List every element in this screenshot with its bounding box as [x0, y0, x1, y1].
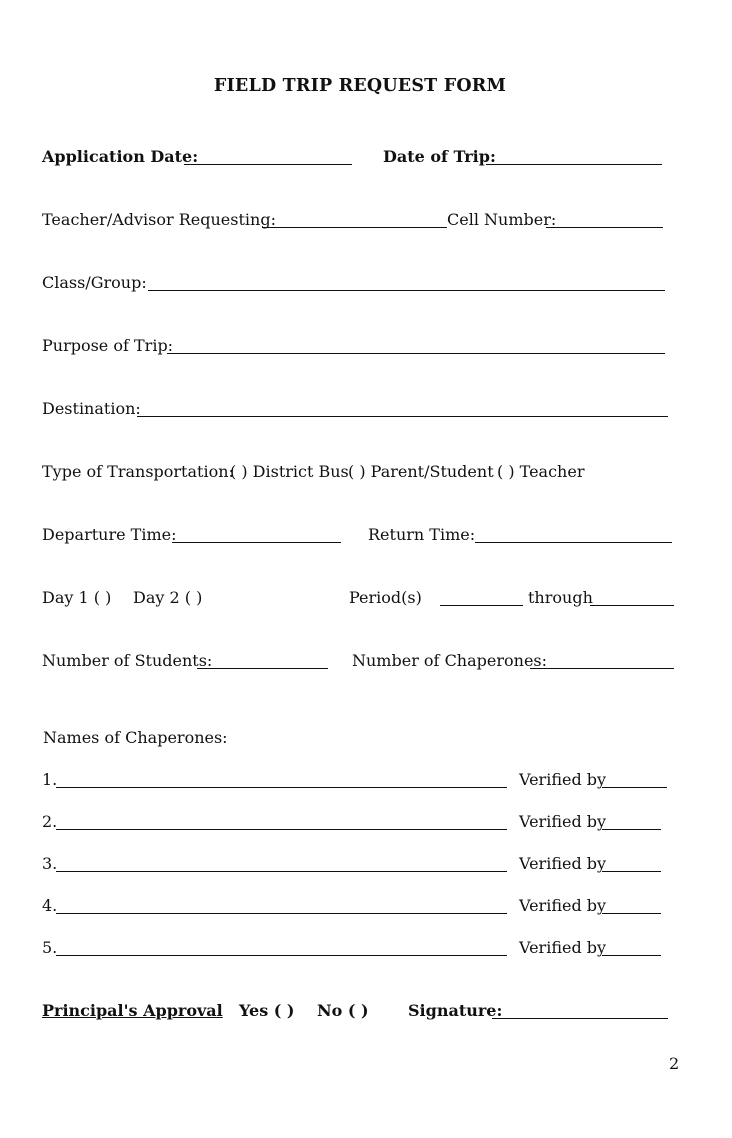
- class-group-label: Class/Group:: [42, 273, 147, 292]
- chaperone-number: 1.: [42, 770, 58, 789]
- verified-by-field[interactable]: [602, 913, 661, 914]
- principal-approval-label: Principal's Approval: [42, 1001, 223, 1020]
- teacher-option[interactable]: ( ) Teacher: [497, 462, 585, 481]
- destination-label: Destination:: [42, 399, 141, 418]
- verified-by-label: Verified by: [519, 812, 607, 831]
- signature-label: Signature:: [408, 1001, 503, 1020]
- chaperone-number: 3.: [42, 854, 58, 873]
- num-chaperones-field[interactable]: [530, 668, 674, 669]
- through-label: through: [528, 588, 593, 607]
- day-1-option[interactable]: Day 1 ( ): [42, 588, 112, 607]
- num-students-label: Number of Students:: [42, 651, 213, 670]
- chaperone-number: 4.: [42, 896, 58, 915]
- verified-by-field[interactable]: [602, 829, 661, 830]
- verified-by-field[interactable]: [602, 787, 667, 788]
- verified-by-field[interactable]: [602, 955, 661, 956]
- chaperone-name-field[interactable]: [56, 829, 507, 830]
- signature-field[interactable]: [492, 1018, 668, 1019]
- cell-number-label: Cell Number:: [447, 210, 557, 229]
- page-number: 2: [669, 1054, 680, 1073]
- verified-by-label: Verified by: [519, 854, 607, 873]
- approval-no-option[interactable]: No ( ): [317, 1001, 369, 1020]
- approval-yes-option[interactable]: Yes ( ): [239, 1001, 295, 1020]
- class-group-field[interactable]: [148, 290, 665, 291]
- departure-time-label: Departure Time:: [42, 525, 177, 544]
- destination-field[interactable]: [137, 416, 668, 417]
- date-of-trip-label: Date of Trip:: [383, 147, 496, 166]
- day-2-option[interactable]: Day 2 ( ): [133, 588, 203, 607]
- form-title: FIELD TRIP REQUEST FORM: [213, 76, 507, 96]
- transportation-label: Type of Transportation:: [42, 462, 234, 481]
- chaperone-name-field[interactable]: [56, 787, 507, 788]
- purpose-field[interactable]: [167, 353, 665, 354]
- num-chaperones-label: Number of Chaperones:: [352, 651, 548, 670]
- chaperones-heading: Names of Chaperones:: [43, 728, 228, 747]
- teacher-label: Teacher/Advisor Requesting:: [42, 210, 276, 229]
- period-end-field[interactable]: [590, 605, 674, 606]
- chaperone-number: 5.: [42, 938, 58, 957]
- verified-by-label: Verified by: [519, 938, 607, 957]
- verified-by-label: Verified by: [519, 896, 607, 915]
- return-time-field[interactable]: [475, 542, 672, 543]
- period-start-field[interactable]: [440, 605, 523, 606]
- date-of-trip-field[interactable]: [486, 164, 662, 165]
- chaperone-name-field[interactable]: [56, 955, 507, 956]
- chaperone-number: 2.: [42, 812, 58, 831]
- chaperone-name-field[interactable]: [56, 871, 507, 872]
- num-students-field[interactable]: [197, 668, 328, 669]
- cell-number-field[interactable]: [546, 227, 663, 228]
- parent-student-option[interactable]: ( ) Parent/Student: [348, 462, 494, 481]
- district-bus-option[interactable]: ( ) District Bus: [230, 462, 349, 481]
- purpose-label: Purpose of Trip:: [42, 336, 174, 355]
- teacher-field[interactable]: [262, 227, 447, 228]
- application-date-label: Application Date:: [42, 147, 199, 166]
- return-time-label: Return Time:: [368, 525, 476, 544]
- verified-by-field[interactable]: [602, 871, 661, 872]
- chaperone-name-field[interactable]: [56, 913, 507, 914]
- periods-label: Period(s): [349, 588, 422, 607]
- departure-time-field[interactable]: [172, 542, 341, 543]
- application-date-field[interactable]: [184, 164, 352, 165]
- verified-by-label: Verified by: [519, 770, 607, 789]
